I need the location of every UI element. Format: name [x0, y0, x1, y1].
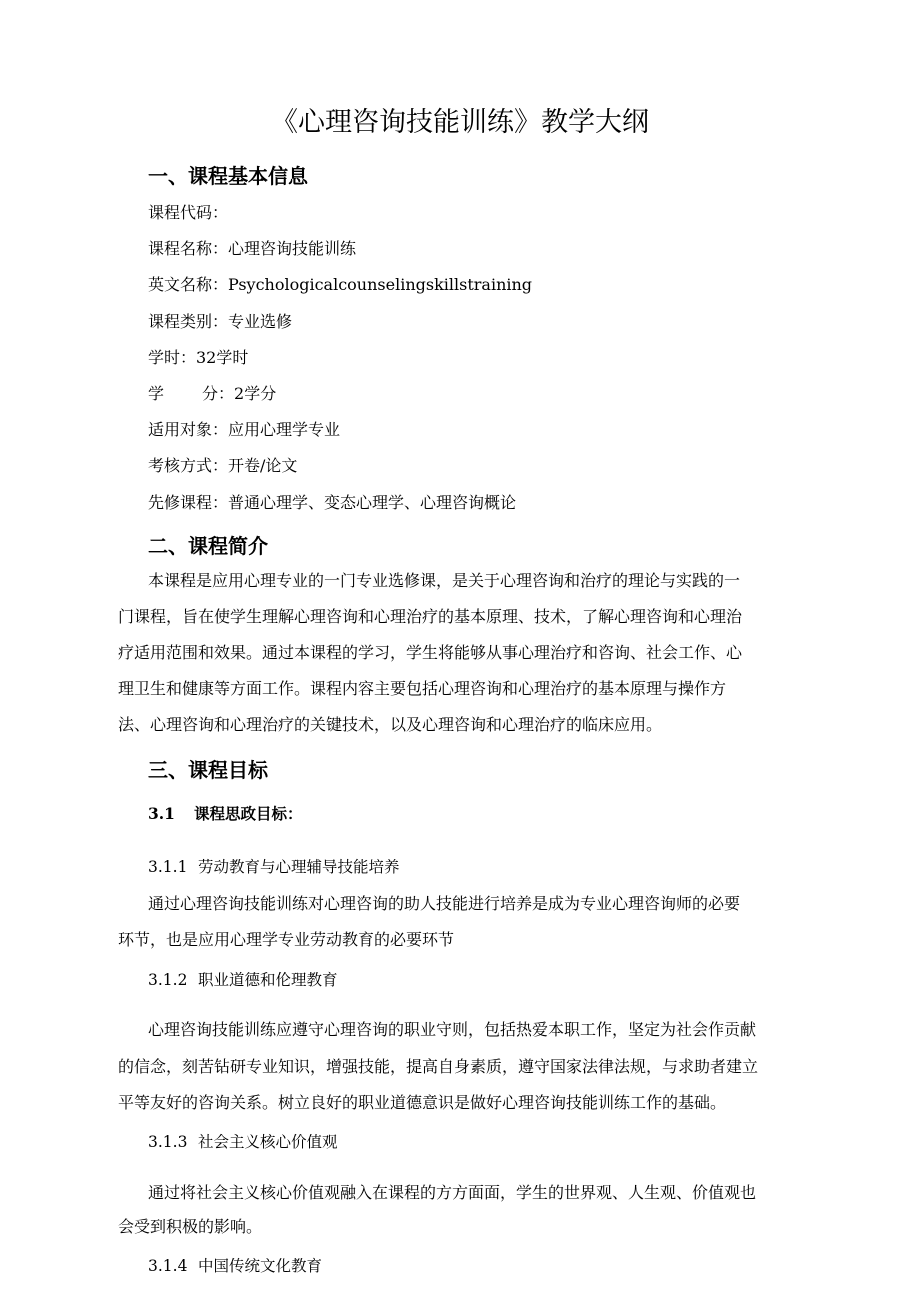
item-text-line: 心理咨询技能训练应遵守心理咨询的职业守则，包括热爱本职工作，坚定为社会作贡献 — [148, 1020, 757, 1039]
item-heading-3-1-2 — [148, 968, 338, 990]
subsection-title: 课程思政目标： — [194, 804, 303, 823]
credit-label-a: 学 — [148, 384, 165, 403]
item-text-line: 会受到积极的影响。 — [118, 1217, 263, 1236]
item-title: 社会主义核心价值观 — [198, 1133, 338, 1151]
item-text-line: 平等友好的咨询关系。树立良好的职业道德意识是做好心理咨询技能训练工作的基础。 — [118, 1093, 727, 1112]
item-heading-3-1-4 — [148, 1254, 322, 1276]
intro-line: 疗适用范围和效果。通过本课程的学习，学生将能够从事心理治疗和咨询、社会工作、心 — [118, 643, 743, 662]
item-text-line: 通过心理咨询技能训练对心理咨询的助人技能进行培养是成为专业心理咨询师的必要 — [148, 894, 741, 913]
course-assessment: 考核方式：开卷/论文 — [148, 456, 298, 475]
item-text-line: 环节，也是应用心理学专业劳动教育的必要环节 — [118, 930, 455, 949]
item-title: 职业道德和伦理教育 — [198, 971, 338, 989]
course-category: 课程类别：专业选修 — [148, 312, 293, 331]
item-number: 3.1.1 — [148, 858, 188, 876]
item-title: 劳动教育与心理辅导技能培养 — [198, 858, 400, 876]
course-code-label: 课程代码： — [148, 203, 229, 222]
item-number: 3.1.3 — [148, 1133, 188, 1151]
item-title: 中国传统文化教育 — [198, 1257, 323, 1275]
course-prerequisites: 先修课程：普通心理学、变态心理学、心理咨询概论 — [148, 493, 517, 512]
credit-label-b: 分：2学分 — [202, 384, 277, 403]
course-name: 课程名称：心理咨询技能训练 — [148, 239, 357, 258]
section-heading-basic-info: 一、课程基本信息 — [148, 164, 308, 188]
intro-line: 理卫生和健康等方面工作。课程内容主要包括心理咨询和心理治疗的基本原理与操作方 — [118, 679, 727, 698]
intro-line: 门课程，旨在使学生理解心理咨询和心理治疗的基本原理、技术，了解心理咨询和心理治 — [118, 607, 743, 626]
course-audience: 适用对象：应用心理学专业 — [148, 420, 341, 439]
section-heading-goals: 三、课程目标 — [148, 758, 268, 782]
item-text-line: 通过将社会主义核心价值观融入在课程的方方面面，学生的世界观、人生观、价值观也 — [148, 1183, 757, 1202]
intro-line: 法、心理咨询和心理治疗的关键技术，以及心理咨询和心理治疗的临床应用。 — [118, 715, 663, 734]
item-heading-3-1-3 — [148, 1130, 338, 1152]
item-number: 3.1.2 — [148, 971, 188, 989]
document-title: 《心理咨询技能训练》教学大纲 — [271, 107, 649, 138]
item-text-line: 的信念，刻苦钻研专业知识，增强技能，提高自身素质，遵守国家法律法规，与求助者建立 — [118, 1057, 759, 1076]
course-credit — [148, 381, 276, 404]
section-heading-intro: 二、课程简介 — [148, 534, 268, 558]
item-heading-3-1-1 — [148, 855, 400, 877]
subsection-heading-ideology — [148, 802, 303, 824]
course-hours: 学时：32学时 — [148, 348, 249, 367]
item-number: 3.1.4 — [148, 1257, 188, 1275]
intro-line: 本课程是应用心理专业的一门专业选修课，是关于心理咨询和治疗的理论与实践的一 — [148, 571, 741, 590]
subsection-number: 3.1 — [148, 804, 175, 823]
english-name: 英文名称：Psychologicalcounselingskillstraining — [148, 275, 533, 294]
